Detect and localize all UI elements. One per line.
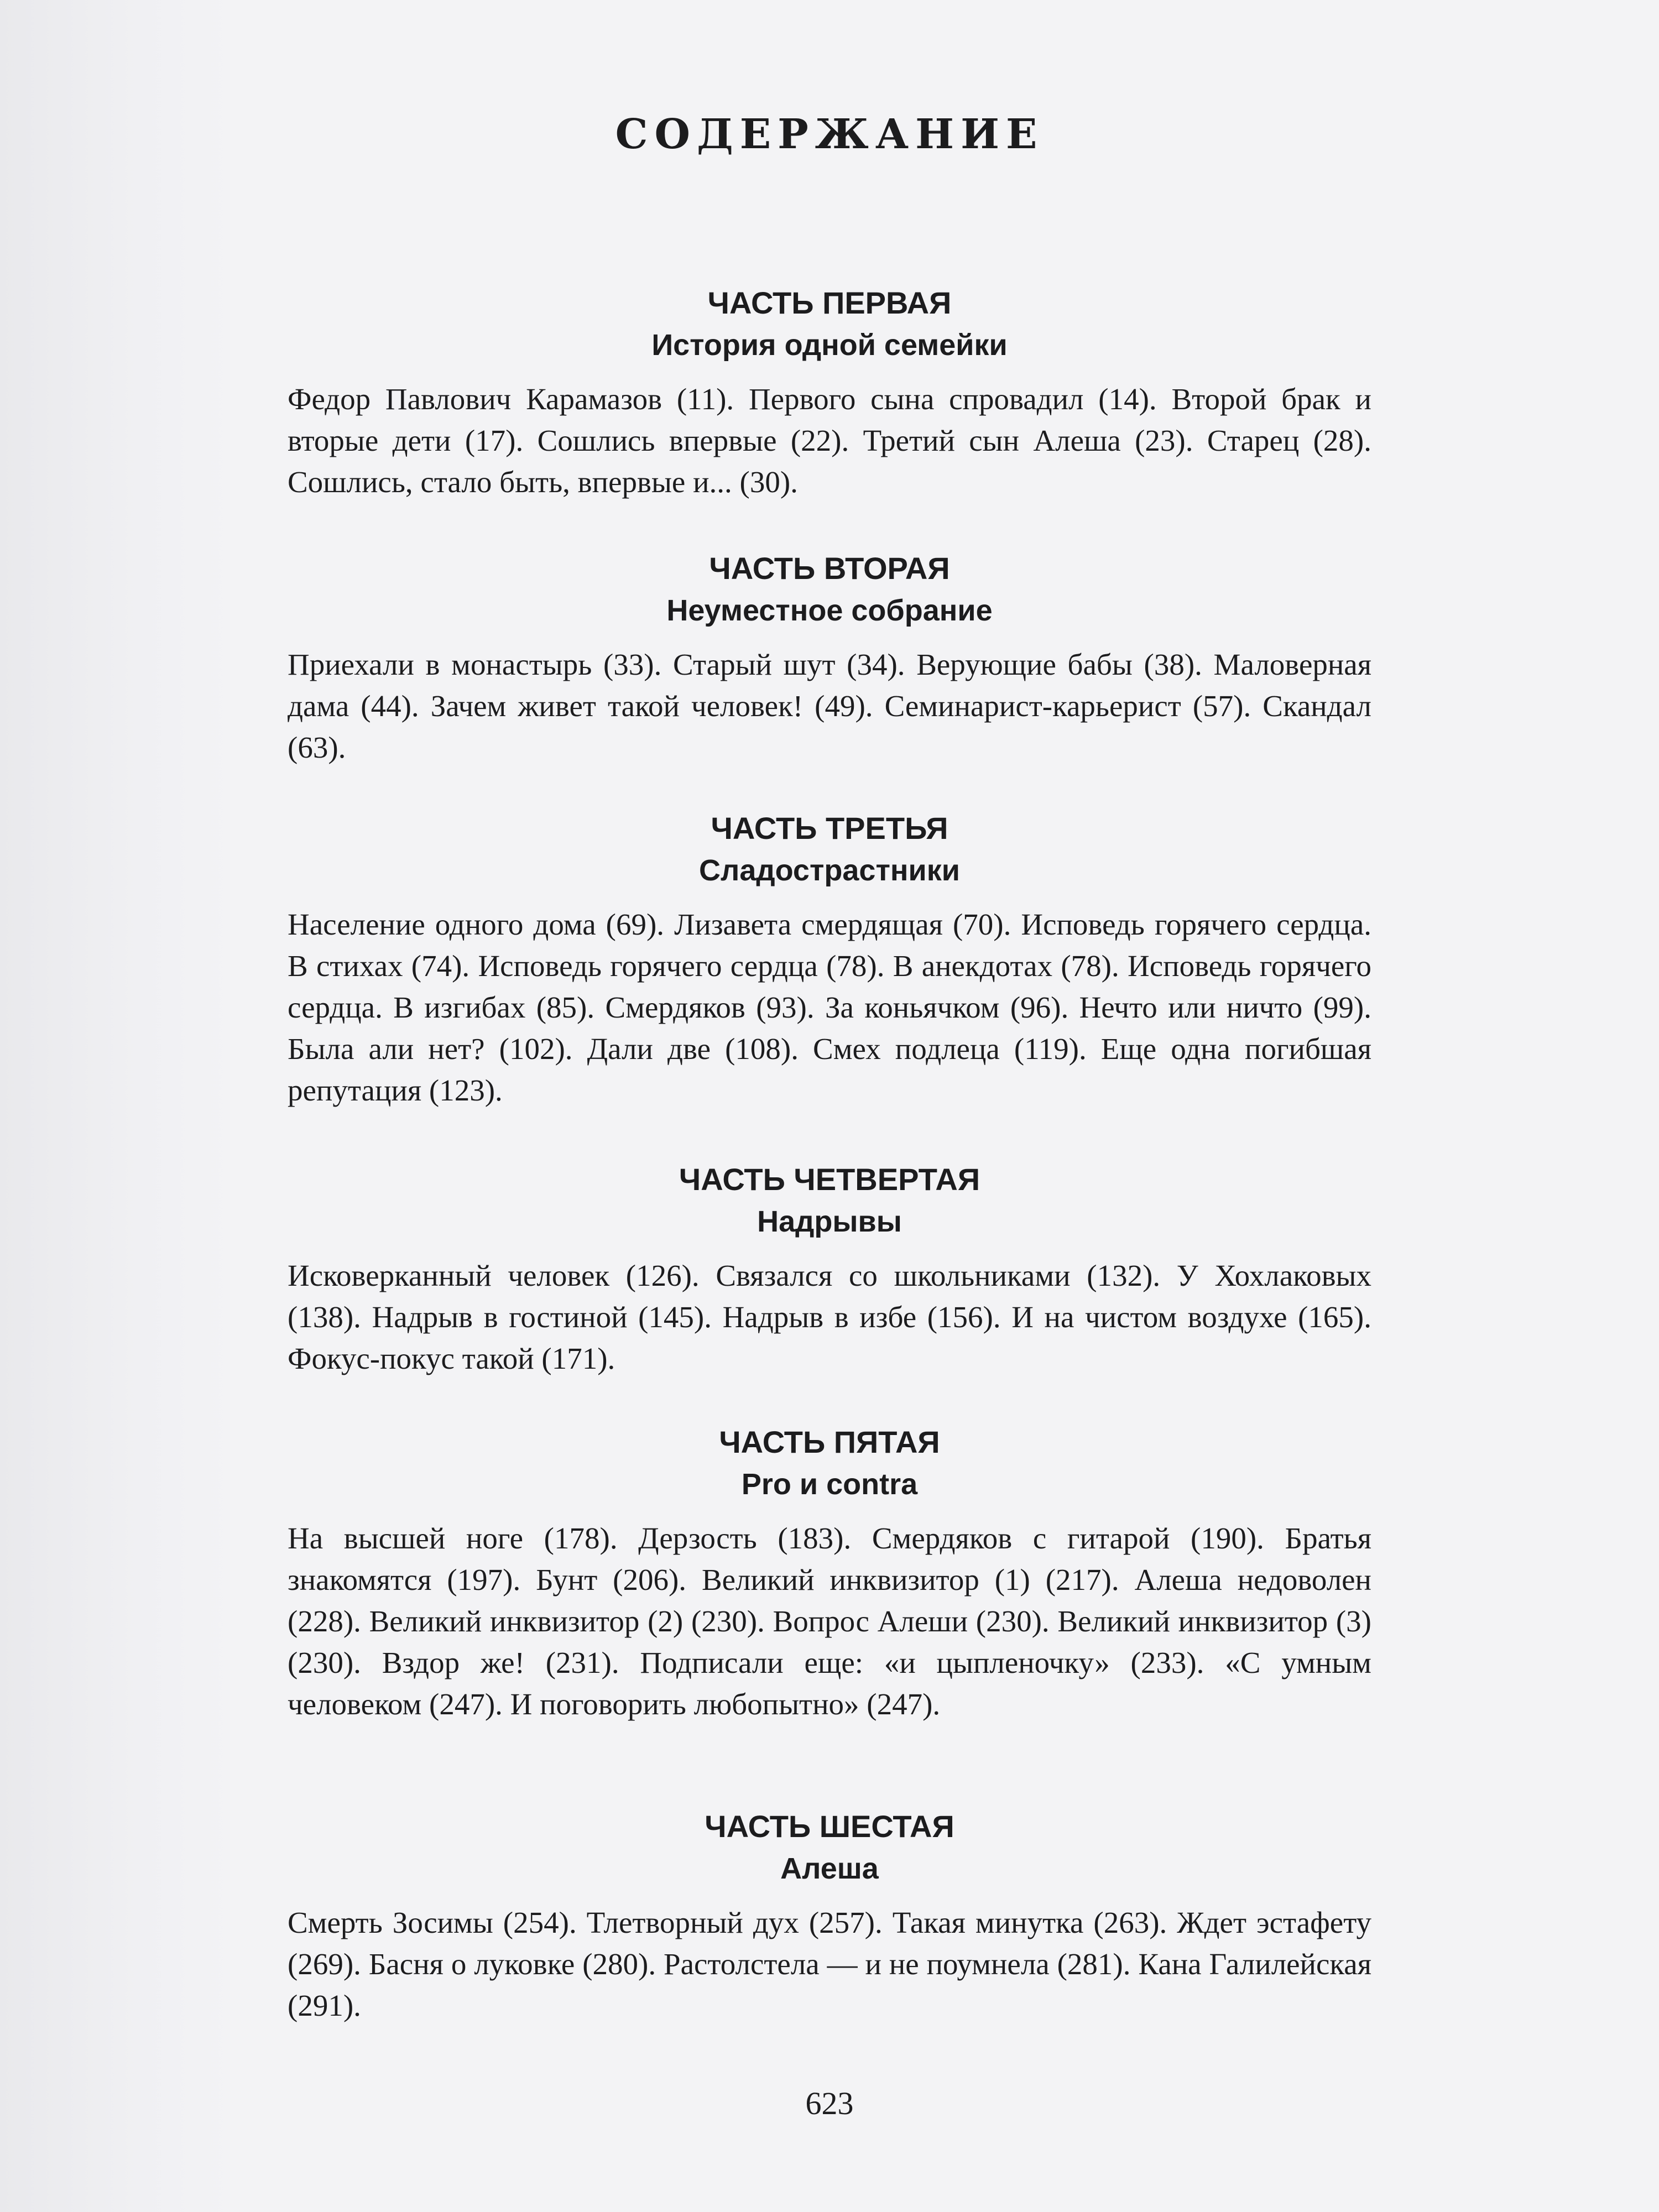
part-heading: ЧАСТЬ ПЯТАЯ bbox=[719, 1425, 940, 1459]
toc-part-1 bbox=[288, 282, 1371, 503]
chapter-list: Население одного дома (69). Лизавета смердящая (70). Исповедь горячего сердца. В стихах (74). Исповедь горячего сердца (78). В анекдотах (78). Исповедь горячего сердца. В изгибах (85). Смердяков (93). За коньячком (96). Нечто или ничто (99). Была али нет? (102). Дали две (108). Смех подлеца (119). Еще одна погибшая репутация (123). bbox=[288, 907, 1371, 1107]
page-number: 623 bbox=[805, 2085, 854, 2121]
page-title: СОДЕРЖАНИЕ bbox=[615, 111, 1044, 158]
book-page bbox=[288, 83, 1371, 2157]
chapter-list: Смерть Зосимы (254). Тлетворный дух (257). Такая минутка (263). Ждет эстафету (269). Басня о луковке (280). Растолстела — и не поумнела (281). Кана Галилейская (291). bbox=[288, 1906, 1371, 2022]
part-subtitle: История одной семейки bbox=[651, 328, 1008, 362]
chapter-list: Приехали в монастырь (33). Старый шут (34). Верующие бабы (38). Маловерная дама (44). Зачем живет такой человек! (49). Семинарист-карьерист (57). Скандал (63). bbox=[288, 648, 1371, 764]
toc-part-3 bbox=[288, 807, 1371, 1111]
part-subtitle: Pro и contra bbox=[741, 1468, 918, 1501]
chapter-list: Федор Павлович Карамазов (11). Первого сына спровадил (14). Второй брак и вторые дети (17). Сошлись впервые (22). Третий сын Алеша (23). Старец (28). Сошлись, стало быть, впервые и... (30). bbox=[288, 382, 1371, 499]
toc-part-5 bbox=[288, 1421, 1371, 1725]
part-subtitle: Неуместное собрание bbox=[666, 594, 993, 627]
part-heading: ЧАСТЬ ШЕСТАЯ bbox=[705, 1809, 954, 1844]
part-heading: ЧАСТЬ ТРЕТЬЯ bbox=[711, 811, 948, 846]
toc-part-4 bbox=[288, 1159, 1371, 1379]
part-subtitle: Надрывы bbox=[757, 1205, 902, 1238]
part-heading: ЧАСТЬ ПЕРВАЯ bbox=[707, 285, 952, 320]
toc-part-2 bbox=[288, 547, 1371, 768]
part-subtitle: Сладострастники bbox=[699, 854, 960, 887]
chapter-list: Исковерканный человек (126). Связался со школьниками (132). У Хохлаковых (138). Надрыв в гостиной (145). Надрыв в избе (156). И на чистом воздухе (165). Фокус-покус такой (171). bbox=[288, 1259, 1371, 1375]
part-heading: ЧАСТЬ ЧЕТВЕРТАЯ bbox=[679, 1162, 980, 1197]
page-left-shadow bbox=[0, 0, 232, 2212]
toc-part-6 bbox=[288, 1806, 1371, 2026]
chapter-list: На высшей ноге (178). Дерзость (183). Смердяков с гитарой (190). Братья знакомятся (197). Бунт (206). Великий инквизитор (1) (217). Алеша недоволен (228). Великий инквизитор (2) (230). Вопрос Алеши (230). Великий инквизитор (3) (230). Вздор же! (231). Подписали еще: «и цыпленочку» (233). «С умным человеком (247). И поговорить любопытно» (247). bbox=[288, 1521, 1371, 1721]
part-heading: ЧАСТЬ ВТОРАЯ bbox=[709, 551, 950, 586]
part-subtitle: Алеша bbox=[780, 1852, 879, 1885]
